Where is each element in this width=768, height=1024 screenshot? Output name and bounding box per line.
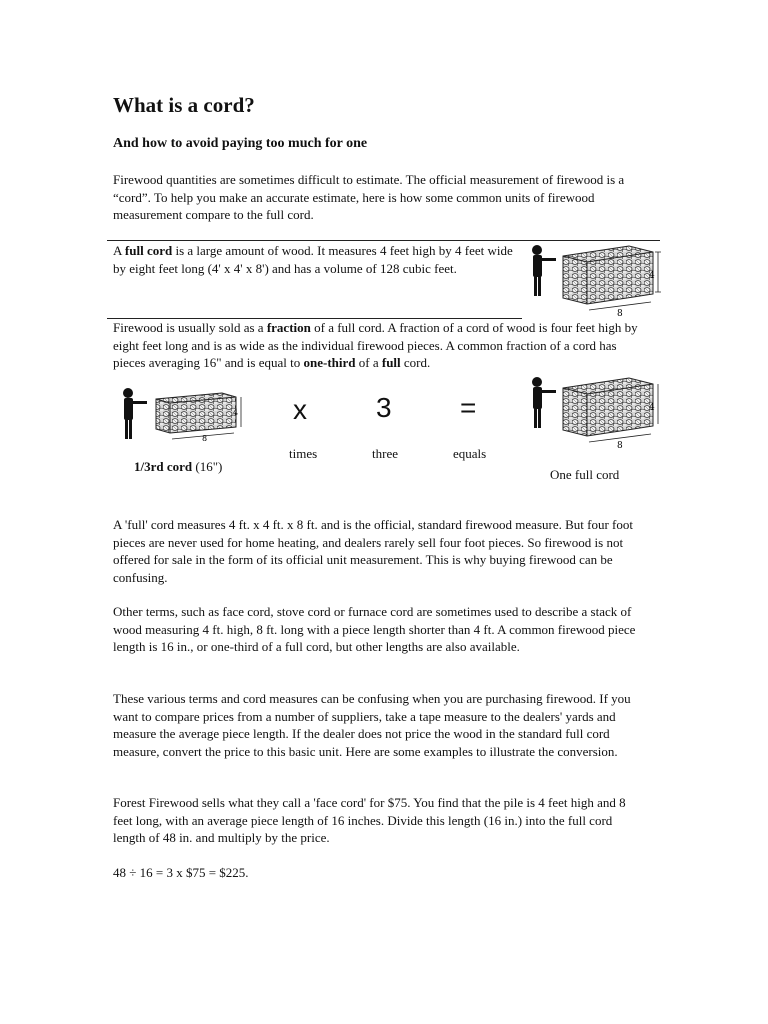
times-symbol: x: [293, 394, 307, 425]
person-figure: [532, 245, 556, 296]
one-third-term: one-third: [303, 355, 356, 370]
times-label: times: [289, 446, 318, 461]
paragraph-full-cord-measure: A 'full' cord measures 4 ft. x 4 ft. x 8 ft. and is the official, standard firewood measure. But four foot pieces are never used for home heating, and dealers rarely sell four foot pieces. So firewood is not offered for sale in the form of its official unit measurement. This is why buying firewood can be confusing.: [113, 517, 633, 585]
equals-label: equals: [453, 446, 487, 461]
fraction-paragraph: [113, 319, 648, 372]
small-dim-length-label: 8: [202, 434, 208, 443]
three-label: three: [372, 446, 398, 461]
fraction-text-1: Firewood is usually sold as a: [113, 320, 267, 335]
result-dim-length-label: 8: [617, 441, 623, 450]
small-dim-height-label: 4: [233, 408, 239, 417]
full-cord-text-pre: A: [113, 243, 125, 258]
dim-length-label: 8: [617, 309, 623, 318]
three-symbol: 3: [376, 392, 392, 423]
fraction-term: fraction: [266, 320, 311, 335]
calculation-line: 48 ÷ 16 = 3 x $75 = $225.: [113, 865, 249, 880]
third-cord-caption: [134, 459, 222, 475]
dim-height-label: 4: [649, 271, 655, 281]
intro-paragraph: Firewood quantities are sometimes difficult to estimate. The official measurement of firewood is a “cord”. To help you make an accurate estimate, here is how some common units of firewood measurement compare to the full cord.: [113, 172, 625, 222]
full-cord-definition: [113, 242, 513, 277]
full-cord-text-post: is a large amount of wood. It measures 4 feet high by 4 feet wide by eight feet long (4' x 4' x 8') and has a volume of 128 cubic feet.: [113, 243, 513, 276]
full-cord-term: full cord: [124, 243, 173, 258]
full-cord-result-illustration: [527, 370, 663, 450]
page-title: What is a cord?: [113, 93, 255, 117]
fraction-text-2: of a full cord. A fraction of a cord of wood is four feet high by eight feet long and is as wide as the individual firewood pieces. A common fraction of a cord has pieces averaging 16" and is equal to: [113, 320, 638, 370]
person-figure-result: [532, 377, 556, 428]
full-term: full: [381, 355, 401, 370]
third-cord-caption-rest: (16"): [192, 459, 223, 474]
third-cord-svg: [118, 383, 248, 443]
page-subtitle: And how to avoid paying too much for one: [113, 136, 368, 151]
paragraph-confusing-terms: These various terms and cord measures can be confusing when you are purchasing firewood. If you want to compare prices from a number of suppliers, take a tape measure to the dealers' yards and measure the average piece length. If the dealer does not price the wood in the standard full cord measure, convert the price to this basic unit. Here are some examples to illustrate the conversion.: [113, 691, 631, 759]
result-dim-height-label: 4: [649, 403, 655, 413]
person-figure-small: [123, 388, 147, 439]
equals-symbol: =: [460, 392, 477, 423]
paragraph-other-terms: Other terms, such as face cord, stove cord or furnace cord are sometimes used to describe a stack of wood measuring 4 ft. high, 8 ft. long with a piece length shorter than 4 ft. A common firewood piece length is 16 in., or one-third of a full cord, but other lengths are also available.: [113, 604, 636, 654]
fraction-text-4: cord.: [400, 355, 431, 370]
full-cord-illustration: [527, 238, 663, 318]
full-cord-result-svg: [527, 370, 663, 450]
third-cord-illustration: [118, 383, 248, 443]
full-cord-caption: One full cord: [550, 467, 620, 482]
fraction-text-3: of a: [355, 355, 382, 370]
third-cord-caption-bold: 1/3rd cord: [134, 459, 193, 474]
full-cord-svg: [527, 238, 663, 318]
paragraph-example: Forest Firewood sells what they call a 'face cord' for $75. You find that the pile is 4 feet high and 8 feet long, with an average piece length of 16 inches. Divide this length (16 in.) into the full cord length of 48 in. and multiply by the price.: [113, 795, 626, 845]
